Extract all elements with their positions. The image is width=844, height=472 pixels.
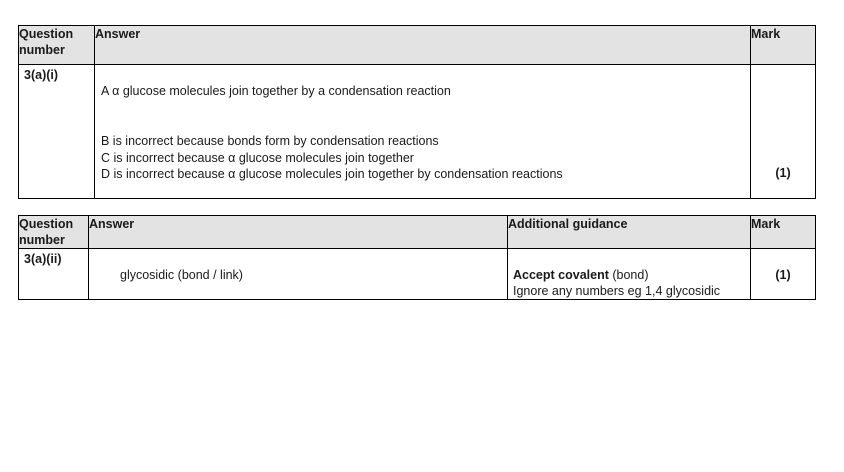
mark-scheme-table-3aii — [18, 215, 816, 300]
header-row — [19, 26, 816, 65]
accept-label: Accept covalent — [513, 268, 609, 282]
accept-detail: (bond) — [608, 268, 649, 282]
mark-header: Mark — [751, 216, 816, 249]
mark-header: Mark — [751, 26, 816, 65]
additional-guidance-cell — [508, 249, 751, 300]
mark-value: (1) — [775, 166, 791, 180]
answer-header: Answer — [89, 216, 508, 249]
accept-line — [513, 267, 750, 283]
ignore-line: Ignore any numbers eg 1,4 glycosidic — [513, 284, 721, 298]
mark-scheme-table-3ai — [18, 25, 816, 199]
mark-value: (1) — [751, 249, 816, 300]
answer-text: glycosidic (bond / link) — [89, 249, 508, 300]
question-number: 3(a)(ii) — [19, 249, 89, 300]
answer-header: Answer — [95, 26, 751, 65]
answer-cell — [95, 65, 751, 199]
question-number-header: Question number — [19, 26, 95, 65]
mark-cell — [751, 65, 816, 199]
header-row — [19, 216, 816, 249]
correct-answer: A α glucose molecules join together by a condensation reaction — [101, 84, 451, 98]
reason-c: C is incorrect because α glucose molecules join together — [101, 150, 414, 165]
table-row — [19, 249, 816, 300]
incorrect-reasons — [101, 133, 563, 183]
question-number-header: Question number — [19, 216, 89, 249]
reason-b: B is incorrect because bonds form by condensation reactions — [101, 134, 439, 148]
additional-guidance-header: Additional guidance — [508, 216, 751, 249]
question-number: 3(a)(i) — [19, 65, 95, 199]
table-row — [19, 65, 816, 199]
reason-d: D is incorrect because α glucose molecules join together by condensation reactions — [101, 167, 563, 181]
